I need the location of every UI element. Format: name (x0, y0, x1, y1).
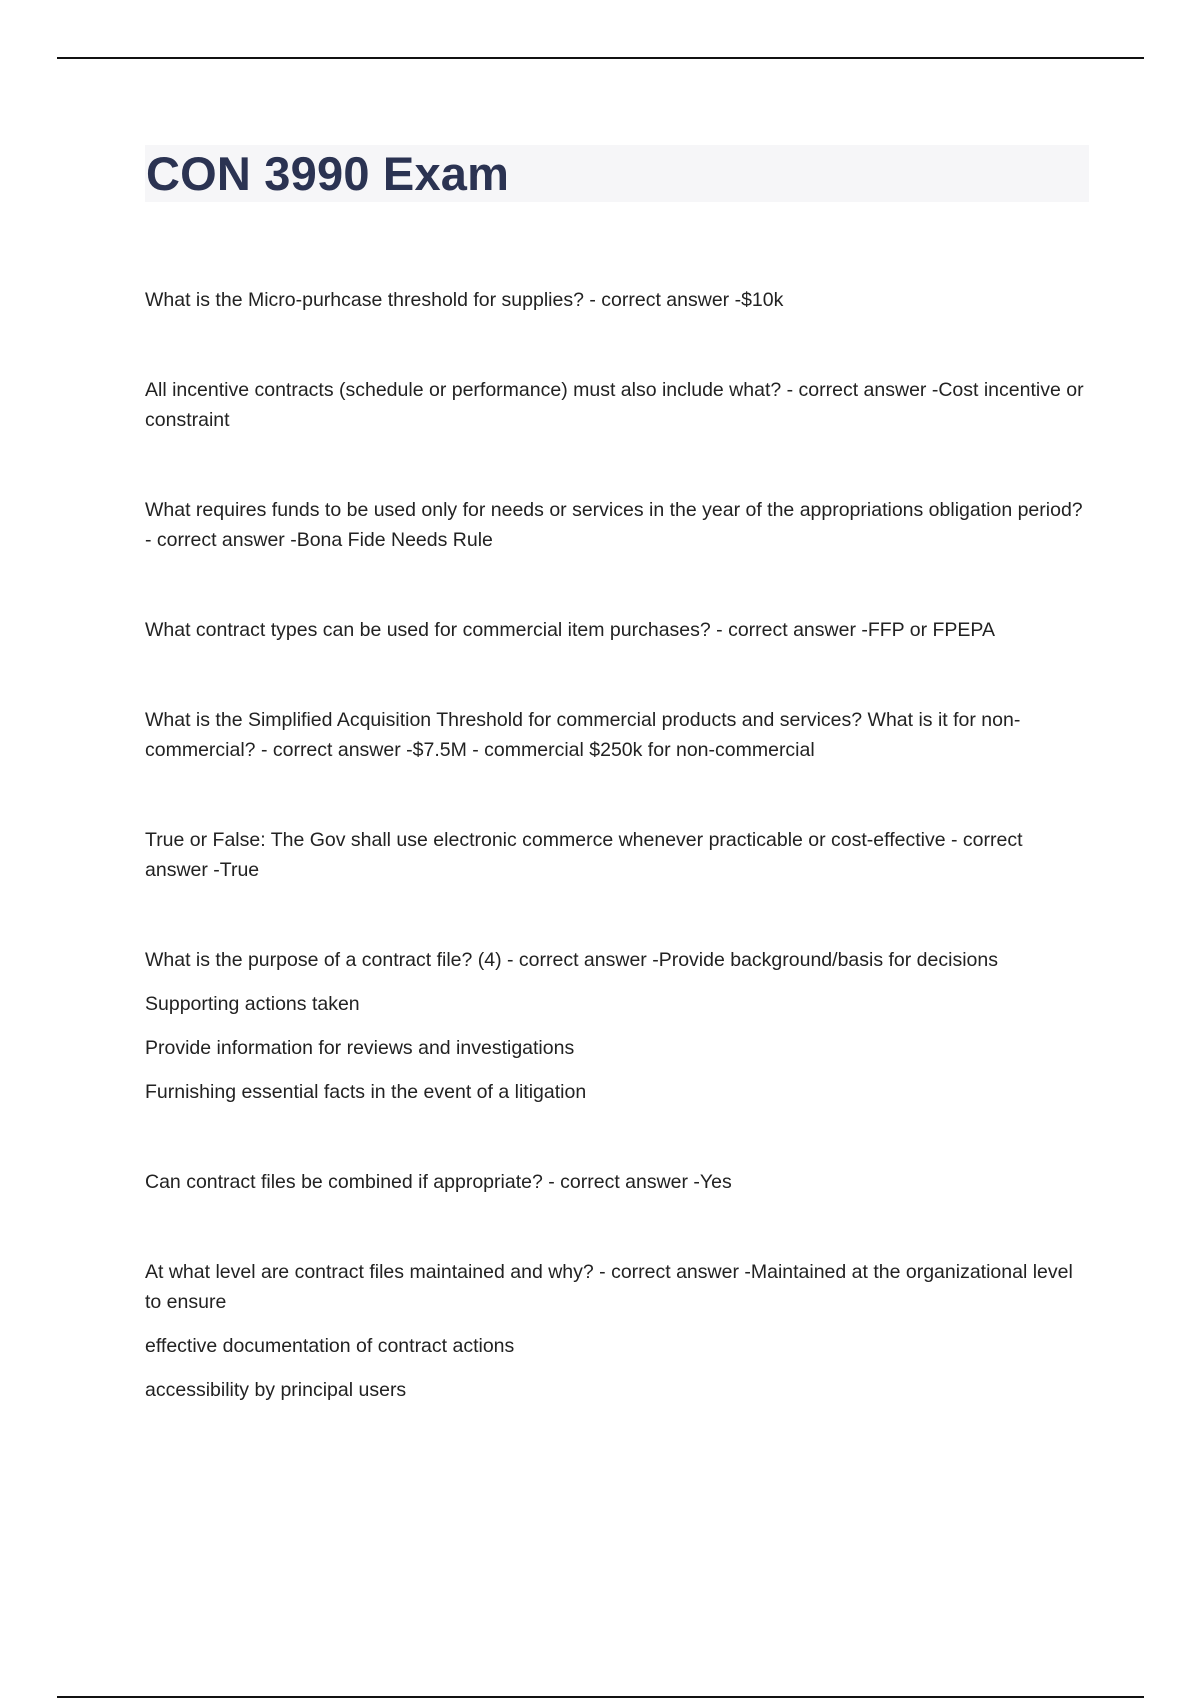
qa-item (145, 375, 1085, 435)
qa-item (145, 945, 1085, 1107)
qa-text: What is the Simplified Acquisition Threshold for commercial products and services? What is it for non-commercial? - correct answer -$7.5M - commercial $250k for non-commercial (145, 709, 1021, 761)
qa-text: What is the Micro-purhcase threshold for supplies? - correct answer -$10k (145, 289, 784, 311)
qa-item (145, 825, 1085, 885)
qa-item (145, 1167, 1085, 1197)
qa-extra-line: accessibility by principal users (145, 1379, 407, 1401)
qa-item (145, 705, 1085, 765)
qa-item (145, 495, 1085, 555)
qa-text: All incentive contracts (schedule or performance) must also include what? - correct answer -Cost incentive or constraint (145, 379, 1084, 431)
qa-item (145, 615, 1085, 645)
footer-rule (57, 1696, 1144, 1698)
qa-item (145, 285, 1085, 315)
qa-extra-line: effective documentation of contract actions (145, 1335, 515, 1357)
page-title: CON 3990 Exam (146, 147, 510, 200)
qa-extra-line: Provide information for reviews and investigations (145, 1037, 575, 1059)
qa-text: Can contract files be combined if appropriate? - correct answer -Yes (145, 1171, 732, 1193)
qa-item (145, 1257, 1085, 1405)
qa-text: At what level are contract files maintained and why? - correct answer -Maintained at the organizational level to ensure (145, 1261, 1073, 1313)
qa-extra-line: Furnishing essential facts in the event of a litigation (145, 1081, 587, 1103)
qa-text: True or False: The Gov shall use electronic commerce whenever practicable or cost-effective - correct answer -True (145, 829, 1023, 881)
qa-list (145, 285, 1085, 1465)
header-rule (57, 57, 1144, 59)
qa-text: What requires funds to be used only for needs or services in the year of the appropriations obligation period? - correct answer -Bona Fide Needs Rule (145, 499, 1083, 551)
qa-text: What is the purpose of a contract file? (4) - correct answer -Provide background/basis for decisions (145, 949, 998, 971)
qa-text: What contract types can be used for commercial item purchases? - correct answer -FFP or FPEPA (145, 619, 996, 641)
qa-extra-line: Supporting actions taken (145, 993, 360, 1015)
